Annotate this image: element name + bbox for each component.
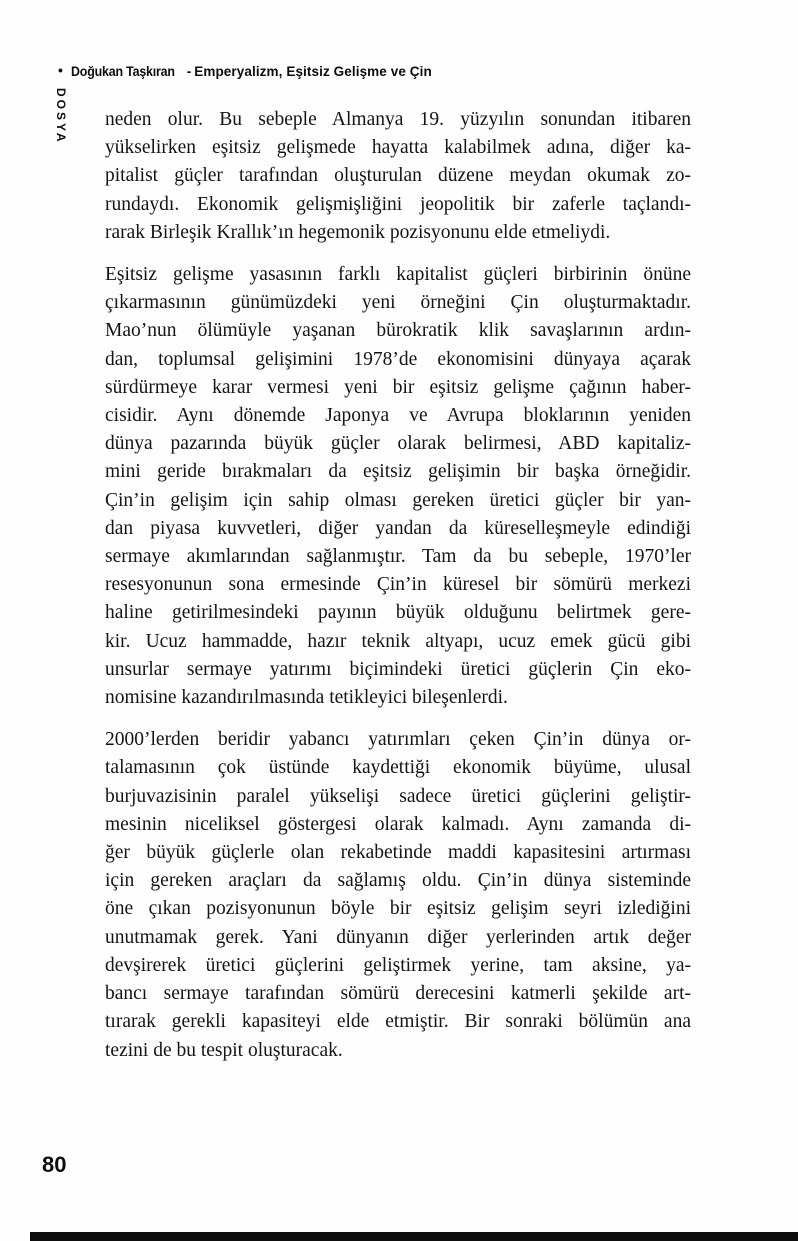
text-line: Eşitsiz gelişme yasasının farklı kapitalist güçleri birbirinin önüne — [105, 264, 691, 286]
text-line: kir. Ucuz hammadde, hazır teknik altyapı, ucuz emek gücü gibi — [105, 630, 691, 652]
text-line: neden olur. Bu sebeple Almanya 19. yüzyılın sonundan itibaren — [105, 109, 691, 130]
text-line: çıkarmasının günümüzdeki yeni örneğini Çin oluşturmaktadır. — [105, 292, 691, 314]
text-line: unsurlar sermaye yatırımı biçimindeki üretici güçlerin Çin eko- — [105, 658, 691, 680]
text-line: rundaydı. Ekonomik gelişmişliğini jeopolitik bir zaferle taçlandı- — [105, 193, 691, 215]
text-line: 2000’lerden beridir yabancı yatırımları çeken Çin’in dünya or- — [105, 729, 691, 751]
text-line: pitalist güçler tarafından oluşturulan düzene meydan okumak zo- — [105, 165, 691, 187]
text-line: unutmamak gerek. Yani dünyanın diğer yerlerinden artık değer — [105, 926, 691, 948]
header-separator: - — [186, 64, 192, 79]
text-line: haline getirilmesindeki payının büyük olduğunu belirtmek gere- — [105, 602, 691, 624]
text-line: sürdürmeye karar vermesi yeni bir eşitsiz gelişme çağının haber- — [105, 376, 691, 398]
text-line: devşirerek üretici güçlerini geliştirmek yerine, tam aksine, ya- — [105, 954, 691, 976]
footer-bar — [30, 1232, 798, 1241]
text-line: tezini de bu tespit oluşturacak. — [105, 1039, 343, 1061]
text-line: öne çıkan pozisyonunun böyle bir eşitsiz gelişim seyri izlediğini — [105, 898, 691, 920]
text-line: yükselirken eşitsiz gelişmede hayatta kalabilmek adına, diğer ka- — [105, 137, 691, 159]
text-line: resesyonunun sona ermesinde Çin’in küresel bir sömürü merkezi — [105, 574, 691, 596]
text-line: ğer büyük güçlerle olan rekabetinde maddi kapasitesini artırması — [105, 842, 691, 864]
header-author: Doğukan Taşkıran — [70, 64, 175, 79]
text-line: tırarak gerekli kapasiteyi elde etmiştir. Bir sonraki bölümün ana — [105, 1011, 691, 1033]
text-line: mesinin niceliksel göstergesi olarak kalmadı. Aynı zamanda di- — [105, 813, 691, 835]
text-line: cisidir. Aynı dönemde Japonya ve Avrupa bloklarının yeniden — [105, 405, 691, 427]
text-line: Çin’in gelişim için sahip olması gereken üretici güçler bir yan- — [105, 489, 691, 511]
text-line: bancı sermaye tarafından sömürü derecesini katmerli şekilde art- — [105, 983, 691, 1005]
paragraph — [105, 106, 691, 247]
body-text — [105, 106, 691, 1065]
header-title: Emperyalizm, Eşitsiz Gelişme ve Çin — [194, 64, 432, 79]
page-number: 80 — [42, 1152, 67, 1177]
text-line: rarak Birleşik Krallık’ın hegemonik pozisyonunu elde etmeliydi. — [105, 221, 611, 243]
text-line: Mao’nun ölümüyle yaşanan bürokratik klik savaşlarının ardın- — [105, 320, 691, 342]
text-line: dan piyasa kuvvetleri, diğer yandan da küreselleşmeyle edindiği — [105, 517, 691, 539]
paragraph — [105, 726, 691, 1064]
text-line: nomisine kazandırılmasında tetikleyici bileşenlerdi. — [105, 687, 508, 709]
text-line: dünya pazarında büyük güçler olarak belirmesi, ABD kapitaliz- — [105, 433, 691, 455]
paragraph — [105, 261, 691, 712]
text-line: talamasının çok üstünde kaydettiği ekonomik büyüme, ulusal — [105, 757, 691, 779]
header-bullet-icon: • — [58, 62, 63, 78]
section-side-label: DOSYA — [54, 88, 68, 145]
text-line: için gereken araçları da sağlamış oldu. Çin’in dünya sisteminde — [105, 870, 691, 892]
running-header — [58, 62, 718, 79]
text-line: dan, toplumsal gelişimini 1978’de ekonomisini dünyaya açarak — [105, 348, 691, 370]
text-line: burjuvazisinin paralel yükselişi sadece üretici güçlerini geliştir- — [105, 785, 691, 807]
text-line: sermaye akımlarından sağlanmıştır. Tam da bu sebeple, 1970’ler — [105, 546, 691, 568]
text-line: mini geride bırakmaları da eşitsiz gelişimin bir başka örneğidir. — [105, 461, 691, 483]
